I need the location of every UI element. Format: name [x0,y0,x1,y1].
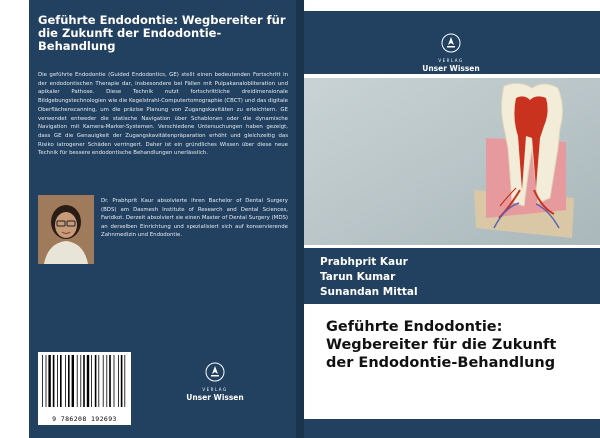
author-name-1: Prabhprit Kaur [320,256,408,268]
back-title: Geführte Endodontie: Wegbereiter für die Zukunft der Endodontie-Behandlung [38,13,286,53]
front-title: Geführte Endodontie: Wegbereiter für die Zukunft der Endodontie-Behandlung [326,319,557,371]
spine [296,0,304,438]
publisher-emblem-icon [441,33,461,53]
publisher-emblem-icon [205,362,225,382]
author-bio: Dr. Prabhprit Kaur absolvierte ihren Bachelor of Dental Surgery (BDS) am Dasmesh Institute of Research and Dental Sciences, Faridkot. Derzeit absolviert sie einen Master of Dental Surgery (MDS) an derselben Einrichtung und spezialisiert sich auf konservierende Zahnmedizin und Endodontie. [101,198,288,239]
barcode [38,352,131,425]
front-bottom-band [304,419,600,438]
authors-band [304,248,600,304]
publisher-name: Unser Wissen [422,64,480,73]
author-name-2: Tarun Kumar [320,271,396,283]
back-description: Die geführte Endodontie (Guided Endodontics, GE) stellt einen bedeutenden Fortschritt in der endodontischen Therapie dar, insbesondere bei Fällen mit Pulpakanalobliteration und apikaler Pathose. Diese Technik nutzt fortschrittliche dreidimensionale Bildgebungstechnologien wie die Kegelstrahl-Computertomographie (CBCT) und das digitale Oberflächenscanning, um die präzise Planung von Zugangskavitäten zu erleichtern. GE verwendet entweder die statische Navigation über Schablonen oder die dynamische Navigation mit Kamera-Marker-Systemen. Verschiedene Untersuchungen haben gezeigt, dass GE die Genauigkeit der Zugangskavitätenpräparation erhöht und gleichzeitig das Risiko iatrogener Schäden verringert. Daher ist ein gründliches Wissen über diese neue Technik für bessere endodontische Behandlungen unerlässlich. [38,72,288,157]
tooth-cross-section-illustration [304,78,600,245]
barcode-digits: 9 786208 192693 [52,415,117,423]
front-cover [304,0,600,438]
author-photo [38,195,94,264]
author-name-3: Sunandan Mittal [320,286,418,298]
author-photo-image [38,195,94,264]
publisher-logo-front [416,33,486,73]
back-cover [29,0,296,438]
publisher-verlag: VERLAG [438,58,464,63]
publisher-logo-back [180,362,250,402]
barcode-bars [38,355,131,415]
front-header-band [304,11,600,74]
publisher-name: Unser Wissen [186,393,244,402]
tooth-model-image [304,78,600,245]
publisher-verlag: VERLAG [202,387,228,392]
